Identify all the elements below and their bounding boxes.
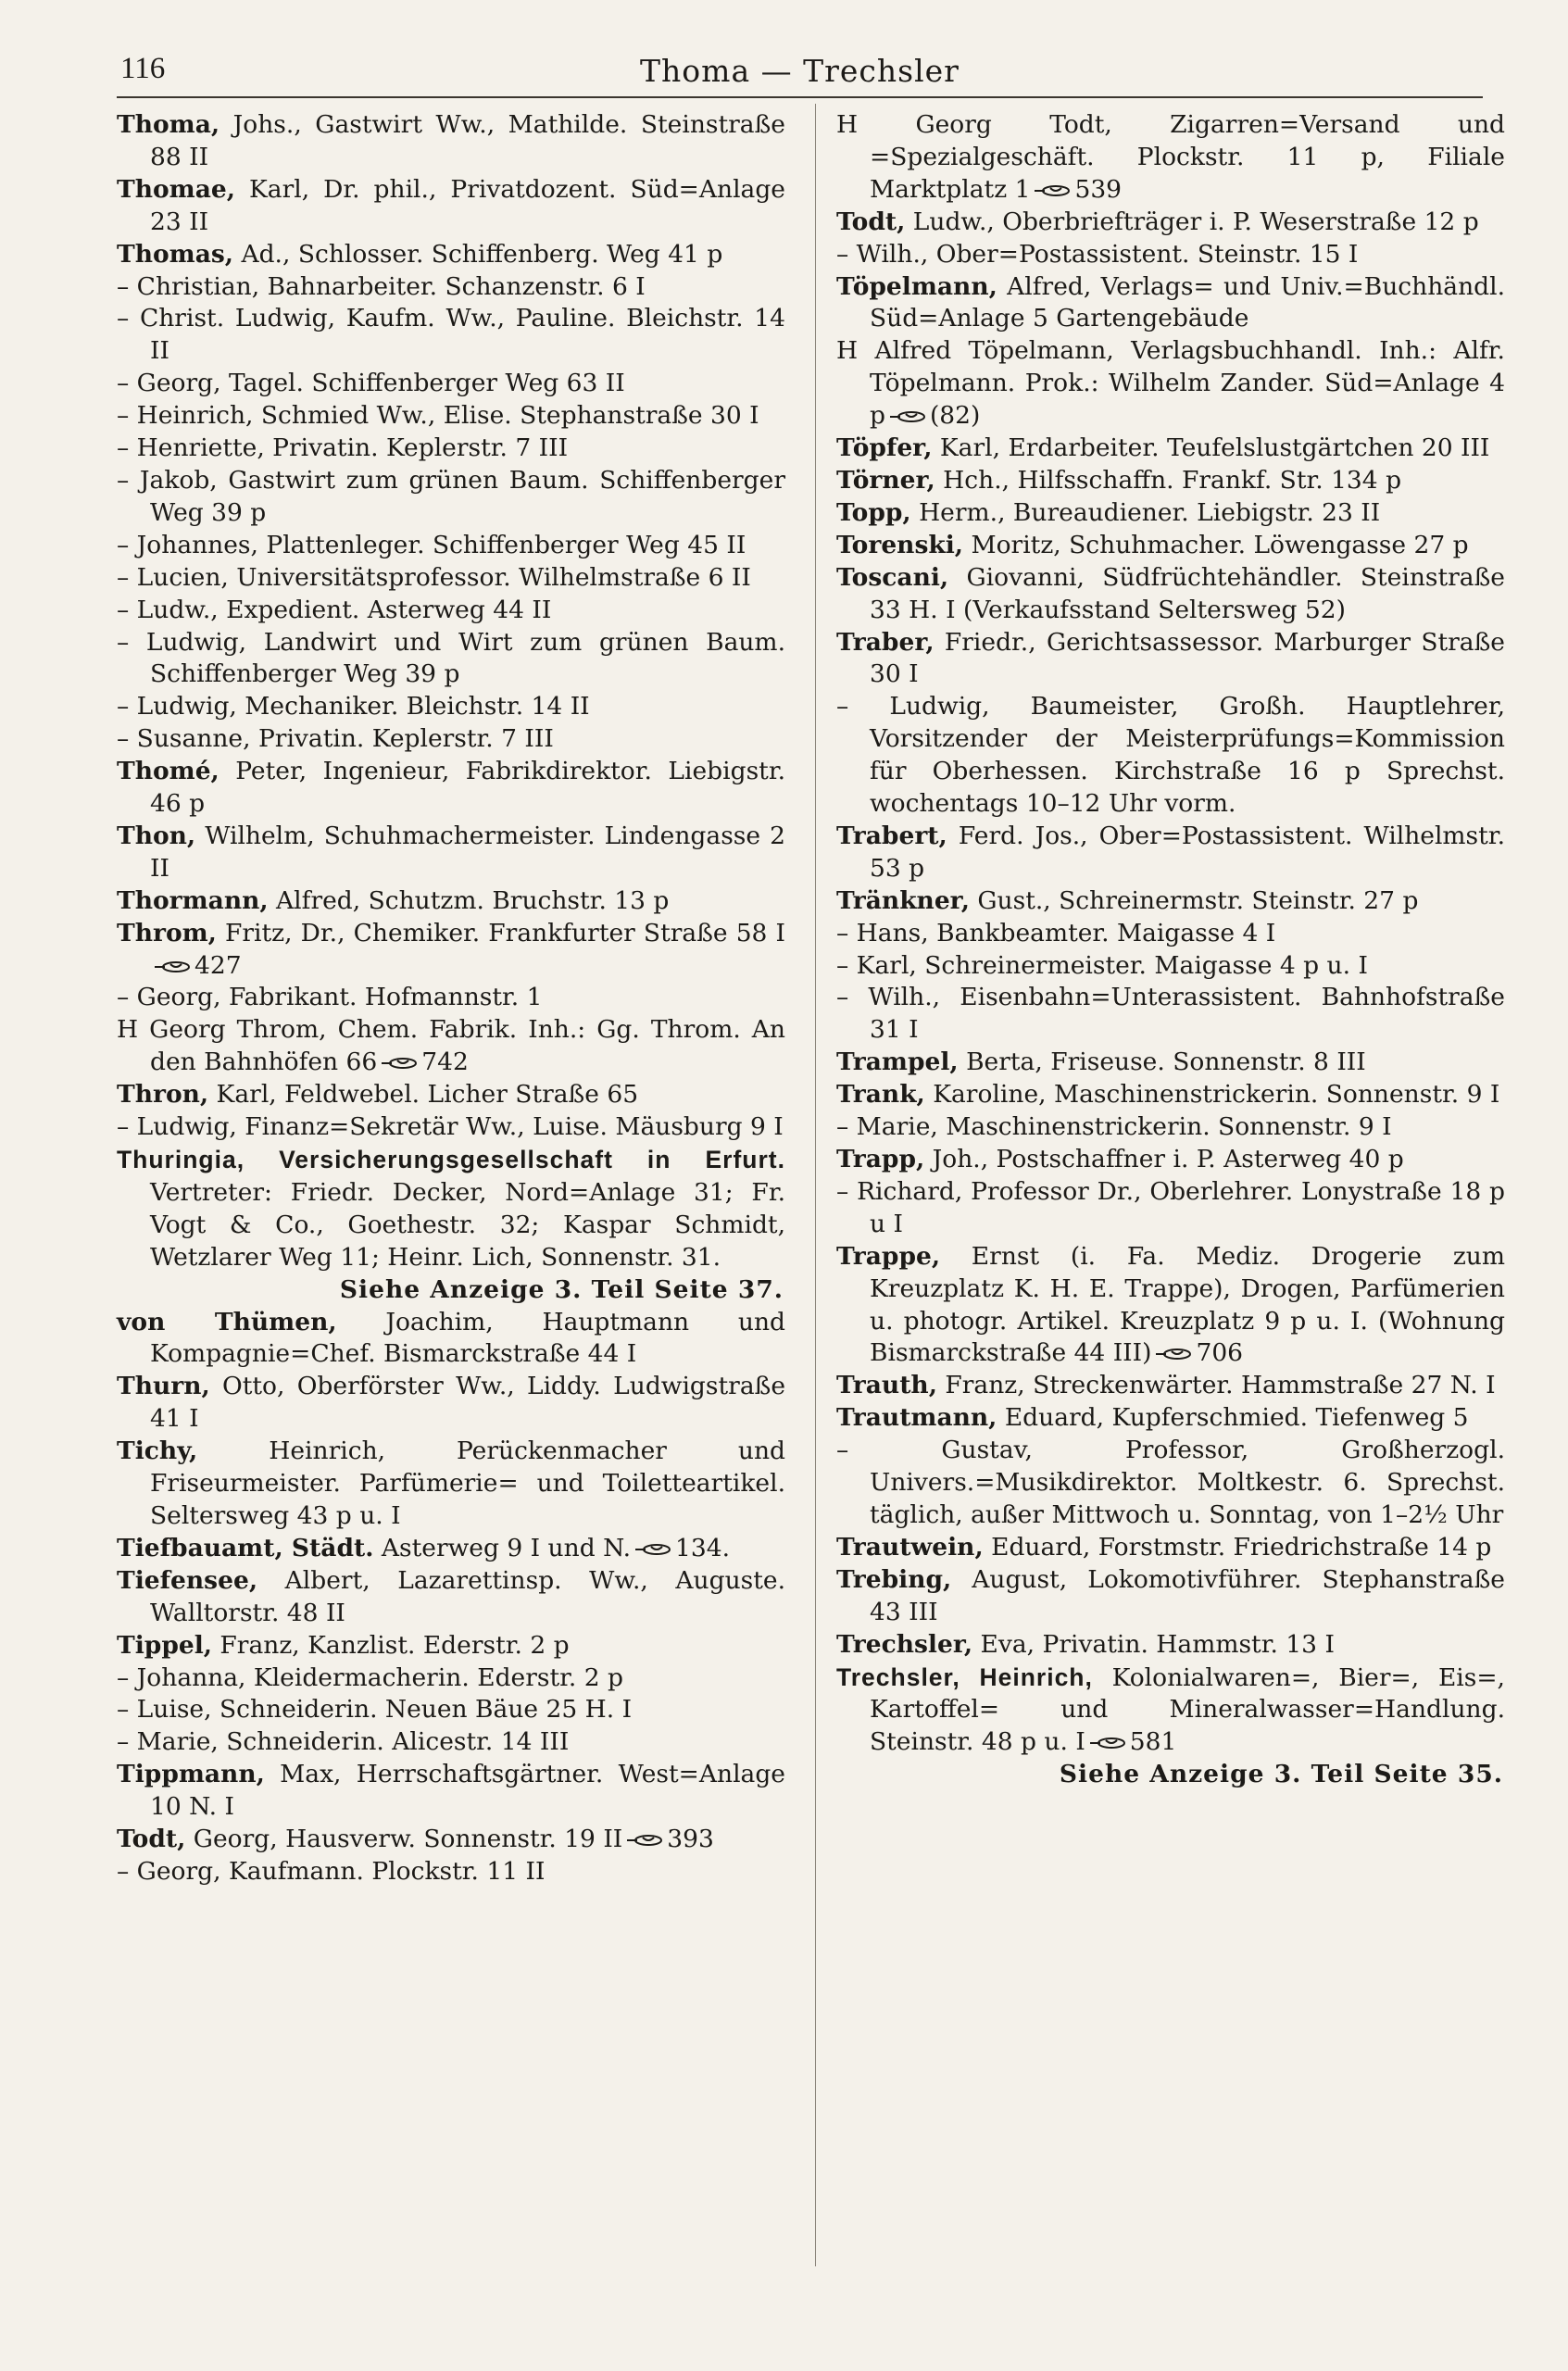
directory-entry [117,562,785,595]
entry-details: Peter, Ingenieur, Fabrikdirektor. Liebigstr. 46 p [150,757,785,819]
entry-details: H Georg Todt, Zigarren=Versand und =Spezialgeschäft. Plockstr. 11 p, Filiale Marktplatz 1 [836,110,1505,204]
phone-number: 134. [675,1533,731,1562]
entry-details: Karl, Erdarbeiter. Teufelslustgärtchen 20 III [932,433,1490,463]
entry-details: Eduard, Kupferschmied. Tiefenweg 5 [997,1403,1469,1433]
directory-entry [117,1371,785,1436]
directory-entry [117,918,785,983]
entry-details: Berta, Friseuse. Sonnenstr. 8 III [958,1048,1366,1077]
entry-details: – Ludwig, Baumeister, Großh. Hauptlehrer, Vorsitzender der Meisterprüfungs=Kommission für Oberhessen. Kirchstraße 16 p Sprechst. wochentags 10–12 Uhr vorm. [836,692,1505,819]
entry-surname: Törner, [836,465,935,495]
entry-details: Hch., Hilfsschaffn. Frankf. Str. 134 p [935,465,1402,495]
entry-surname: Tiefensee, [117,1565,258,1595]
entry-surname: Tiefbauamt, Städt. [117,1533,374,1562]
directory-entry [836,918,1505,950]
phone-number: (82) [929,401,981,431]
directory-entry [836,1370,1505,1402]
entry-details: H Georg Throm, Chem. Fabrik. Inh.: Gg. Throm. An den Bahnhöfen 66 [117,1015,785,1077]
entry-surname: Trechsler, Heinrich, [836,1662,1093,1691]
directory-entry [836,530,1505,562]
directory-entry [117,1111,785,1144]
entry-details: – Wilh., Eisenbahn=Unterassistent. Bahnhofstraße 31 I [836,983,1505,1045]
entry-details: Karl, Feldwebel. Licher Straße 65 [208,1080,639,1110]
directory-entry [836,1532,1505,1564]
directory-entry [836,1111,1505,1144]
entry-details: Herm., Bureaudiener. Liebigstr. 23 II [910,497,1381,527]
telephone-icon [1034,184,1071,197]
advertisement-reference: Siehe Anzeige 3. Teil Seite 37. [339,1274,784,1304]
page-number: 116 [120,52,166,85]
directory-entry [836,821,1505,885]
column-divider [815,104,816,2266]
directory-entry [836,207,1505,239]
directory-entry [117,595,785,627]
phone-number: 427 [194,950,242,980]
directory-entry [836,982,1505,1047]
entry-details: Friedr., Gerichtsassessor. Marburger Straße 30 I [870,627,1505,689]
entry-surname: Thon, [117,821,196,850]
phone-number: 393 [667,1825,714,1854]
directory-entry [836,335,1505,433]
entry-details: Ludw., Oberbriefträger i. P. Weserstraße 12 p [905,207,1479,236]
entry-details: – Georg, Tagel. Schiffenberger Weg 63 II [117,369,625,398]
entry-details: Karoline, Maschinenstrickerin. Sonnenstr. 9 I [924,1080,1500,1110]
directory-entry [836,497,1505,530]
entry-surname: Trauth, [836,1371,937,1400]
left-column [117,109,785,1888]
entry-surname: Trapp, [836,1145,925,1173]
entry-details: Albert, Lazarettinsp. Ww., Auguste. Walltorstr. 48 II [150,1565,785,1627]
telephone-icon [1155,1348,1192,1361]
directory-entry [117,1824,785,1856]
telephone-icon [1089,1737,1126,1750]
directory-entry [117,1307,785,1372]
directory-entry [117,723,785,756]
entry-details: Heinrich, Perückenmacher und Friseurmeister. Parfümerie= und Toiletteartikel. Seltersweg 43 p u. I [150,1436,785,1530]
entry-details: – Johannes, Plattenleger. Schiffenberger Weg 45 II [117,530,746,559]
entry-details: – Marie, Schneiderin. Alicestr. 14 III [117,1727,570,1757]
entry-details: – Lucien, Universitätsprofessor. Wilhelmstraße 6 II [117,562,751,592]
directory-entry [836,562,1505,627]
directory-entry [836,1144,1505,1176]
entry-surname: Todt, [836,207,906,236]
entry-details: Max, Herrschaftsgärtner. West=Anlage 10 N. I [150,1760,785,1822]
entry-details: Eduard, Forstmstr. Friedrichstraße 14 p [983,1532,1492,1562]
entry-details: – Karl, Schreinermeister. Maigasse 4 p u. I [836,950,1368,980]
directory-entry [117,1662,785,1695]
directory-entry [117,271,785,304]
directory-entry [836,885,1505,918]
entry-surname: Trank, [836,1080,925,1110]
entry-surname: Tippel, [117,1630,212,1660]
entry-details: Asterweg 9 I und N. [373,1533,631,1562]
entry-surname: von Thümen, [117,1307,337,1336]
directory-entry [117,465,785,530]
directory-entry [836,1047,1505,1079]
directory-entry [117,1436,785,1533]
directory-entry [836,950,1505,983]
entry-details: – Marie, Maschinenstrickerin. Sonnenstr. 9 I [836,1112,1392,1142]
entry-surname: Thormann, [117,885,269,915]
entry-details: August, Lokomotivführer. Stephanstraße 43 III [870,1564,1505,1626]
directory-entry [117,1759,785,1824]
entry-surname: Trappe, [836,1241,941,1271]
directory-entry [117,1856,785,1888]
directory-entry [117,1694,785,1726]
entry-surname: Trechsler, [836,1629,973,1659]
directory-entry [117,1726,785,1759]
directory-entry [117,1079,785,1111]
entry-details: Karl, Dr. phil., Privatdozent. Süd=Anlage 23 II [150,174,785,236]
directory-entry [117,691,785,723]
entry-details: – Ludw., Expedient. Asterweg 44 II [117,595,552,624]
entry-details: – Gustav, Professor, Großherzogl. Univers.=Musikdirektor. Moltkestr. 6. Sprechst. täglich, außer Mittwoch u. Sonntag, von 1–2½ Uhr [836,1436,1505,1529]
entry-details: Eva, Privatin. Hammstr. 13 I [972,1629,1335,1659]
telephone-icon [626,1834,663,1847]
entry-details: – Christian, Bahnarbeiter. Schanzenstr. 6 I [117,271,646,301]
page-header [117,44,1483,98]
entry-details: – Richard, Professor Dr., Oberlehrer. Lonystraße 18 p u I [836,1176,1505,1238]
phone-number: 706 [1196,1338,1244,1368]
entry-surname: Trebing, [836,1564,952,1594]
entry-details: H Alfred Töpelmann, Verlagsbuchhandl. Inh.: Alfr. Töpelmann. Prok.: Wilhelm Zander. Süd=Anlage 4 p [836,336,1505,431]
entry-details: – Jakob, Gastwirt zum grünen Baum. Schiffenberger Weg 39 p [117,465,785,527]
directory-entry [117,756,785,821]
entry-surname: Thoma, [117,110,220,139]
entry-details: Franz, Kanzlist. Ederstr. 2 p [212,1630,570,1660]
entry-details: Moritz, Schuhmacher. Löwengasse 27 p [963,530,1469,559]
directory-entry [836,1662,1505,1760]
entry-details: Fritz, Dr., Chemiker. Frankfurter Straße 58 I [216,918,785,947]
entry-surname: Throm, [117,918,217,947]
directory-entry [836,1079,1505,1111]
entry-surname: Trautmann, [836,1403,997,1433]
entry-surname: Tränkner, [836,885,970,915]
entry-details: Wilhelm, Schuhmachermeister. Lindengasse 2 II [150,821,785,883]
entry-surname: Thomas, [117,239,234,269]
entry-details: Gust., Schreinermstr. Steinstr. 27 p [969,885,1419,915]
entry-surname: Trabert, [836,821,947,850]
directory-entry [117,239,785,271]
entry-surname: Tichy, [117,1436,198,1466]
right-column [836,109,1505,1791]
entry-details: – Johanna, Kleidermacherin. Ederstr. 2 p [117,1662,623,1692]
directory-entry [117,1565,785,1630]
directory-entry [117,821,785,885]
entry-surname: Töpelmann, [836,271,997,301]
directory-entry [836,239,1505,271]
entry-details: Otto, Oberförster Ww., Liddy. Ludwigstraße 41 I [150,1372,785,1434]
entry-surname: Topp, [836,497,911,527]
entry-details: Joachim, Hauptmann und Kompagnie=Chef. Bismarckstraße 44 I [150,1307,785,1369]
directory-entry [117,368,785,400]
entry-surname: Torenski, [836,530,964,559]
telephone-icon [634,1543,671,1556]
phone-number: 581 [1129,1727,1177,1757]
entry-surname: Tippmann, [117,1760,265,1789]
entry-details: – Georg, Fabrikant. Hofmannstr. 1 [117,983,543,1012]
entry-surname: Thuringia, Versicherungsgesellschaft in Erfurt. [117,1146,785,1173]
directory-entry [117,303,785,368]
directory-entry [117,433,785,465]
directory-entry [117,109,785,174]
directory-entry [836,109,1505,207]
directory-entry [836,1564,1505,1629]
entry-details: – Susanne, Privatin. Keplerstr. 7 III [117,724,554,754]
entry-details: – Christ. Ludwig, Kaufm. Ww., Pauline. Bleichstr. 14 II [117,304,785,366]
entry-details: Ernst (i. Fa. Mediz. Drogerie zum Kreuzplatz K. H. E. Trappe), Drogen, Parfümerien u. photogr. Artikel. Kreuzplatz 9 p u. I. (Wohnung Bismarckstraße 44 III) [870,1241,1505,1368]
entry-surname: Thomae, [117,174,235,204]
directory-entry [836,1629,1505,1662]
running-head: Thoma — Trechsler [640,52,960,89]
directory-entry [117,627,785,692]
entry-details: Franz, Streckenwärter. Hammstraße 27 N. I [936,1371,1496,1400]
directory-entry [117,530,785,562]
directory-entry [117,1014,785,1079]
entry-details: – Ludwig, Landwirt und Wirt zum grünen Baum. Schiffenberger Weg 39 p [117,627,785,689]
entry-details: Ferd. Jos., Ober=Postassistent. Wilhelmstr. 53 p [870,821,1505,883]
directory-entry [117,982,785,1014]
entry-details: Vertreter: Friedr. Decker, Nord=Anlage 31; Fr. Vogt & Co., Goethestr. 32; Kaspar Schmidt, Wetzlarer Weg 11; Heinr. Lich, Sonnenstr. 31. [150,1177,785,1272]
phone-number: 539 [1074,174,1123,204]
entry-surname: Töpfer, [836,433,933,463]
directory-entry [117,1533,785,1565]
directory-entry [117,174,785,239]
entry-details: – Heinrich, Schmied Ww., Elise. Stephanstraße 30 I [117,401,759,431]
directory-entry [117,885,785,918]
directory-entry [836,1241,1505,1371]
entry-surname: Trampel, [836,1048,959,1077]
entry-details: – Ludwig, Mechaniker. Bleichstr. 14 II [117,692,590,721]
entry-details: Johs., Gastwirt Ww., Mathilde. Steinstraße 88 II [150,110,785,171]
directory-entry [117,400,785,433]
entry-details: Georg, Hausverw. Sonnenstr. 19 II [185,1825,623,1854]
entry-surname: Trautwein, [836,1532,984,1562]
advertisement-reference: Siehe Anzeige 3. Teil Seite 35. [1059,1760,1503,1789]
entry-details: Joh., Postschaffner i. P. Asterweg 40 p [924,1145,1404,1173]
entry-surname: Thomé, [117,757,220,786]
directory-entry [836,1402,1505,1435]
phone-number: 742 [421,1048,469,1077]
entry-surname: Traber, [836,627,935,657]
directory-entry [836,433,1505,465]
entry-surname: Thurn, [117,1372,210,1401]
entry-details: – Hans, Bankbeamter. Maigasse 4 I [836,918,1276,947]
telephone-icon [381,1057,418,1070]
directory-entry [836,1176,1505,1241]
entry-details: Ad., Schlosser. Schiffenberg. Weg 41 p [233,239,723,269]
directory-entry [117,1630,785,1662]
entry-details: Kolonialwaren=, Bier=, Eis=, Kartoffel= und Mineralwasser=Handlung. Steinstr. 48 p u. I [870,1662,1505,1757]
entry-details: – Wilh., Ober=Postassistent. Steinstr. 15 I [836,239,1359,269]
telephone-icon [889,410,926,423]
directory-entry [836,465,1505,497]
entry-details: – Luise, Schneiderin. Neuen Bäue 25 H. I [117,1695,633,1725]
entry-details: Giovanni, Südfrüchtehändler. Steinstraße 33 H. I (Verkaufsstand Seltersweg 52) [870,562,1505,624]
entry-details: – Henriette, Privatin. Keplerstr. 7 III [117,433,569,463]
entry-surname: Toscani, [836,562,949,592]
directory-entry [836,691,1505,821]
directory-entry [836,271,1505,336]
entry-details: – Georg, Kaufmann. Plockstr. 11 II [117,1856,546,1886]
entry-surname: Thron, [117,1080,209,1110]
directory-entry [117,1144,785,1274]
entry-details: Alfred, Schutzm. Bruchstr. 13 p [268,885,670,915]
entry-surname: Todt, [117,1825,186,1854]
entry-details: – Ludwig, Finanz=Sekretär Ww., Luise. Mäusburg 9 I [117,1112,784,1142]
directory-entry [836,627,1505,692]
directory-entry [836,1435,1505,1532]
telephone-icon [154,960,191,973]
entry-details: Alfred, Verlags= und Univ.=Buchhändl. Süd=Anlage 5 Gartengebäude [870,271,1505,333]
